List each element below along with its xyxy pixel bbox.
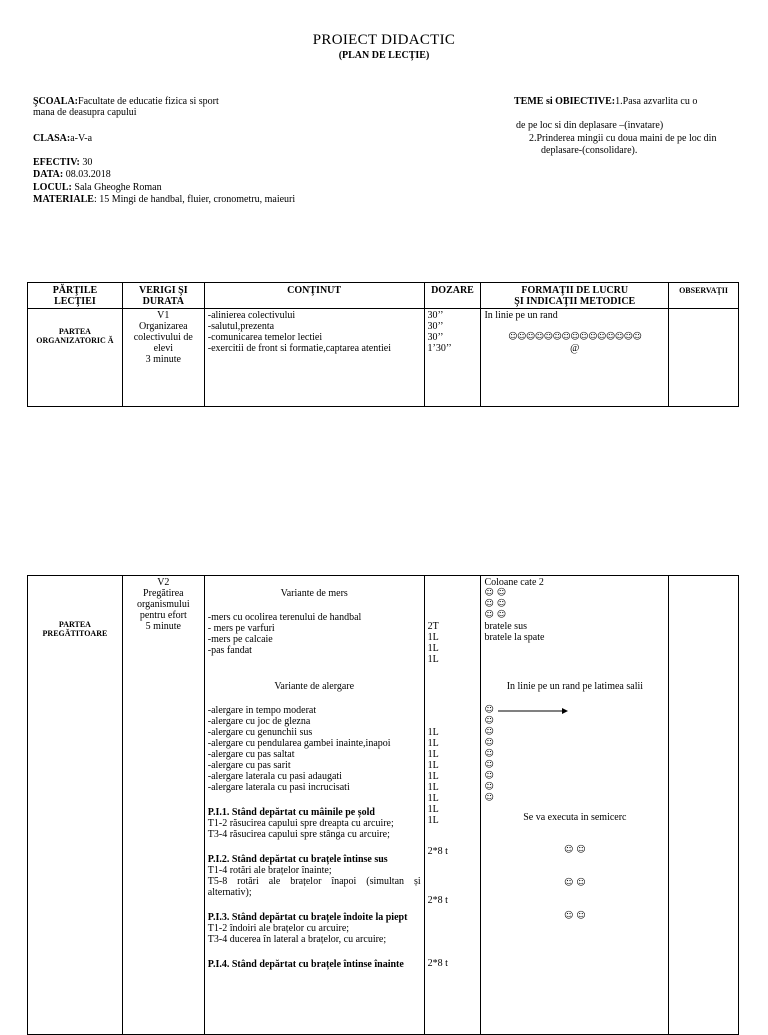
formation-cell: [481, 309, 669, 407]
arrow-right-icon: [498, 707, 570, 715]
formation-title: In linie pe un rand: [484, 310, 558, 321]
header-continut: CONŢINUT: [204, 283, 424, 309]
header-formatii: FORMAŢII DE LUCRU ŞI INDICAŢII METODICE: [481, 283, 669, 309]
objectives-label: TEME si OBIECTIVE:: [514, 96, 616, 107]
formation3-title: Se va executa in semicerc: [523, 812, 627, 823]
exercise-pi3: P.I.3. Stând depărtat cu brațele îndoite la piept T1-2 îndoiri ale brațelor cu arcuire; T3-4 ducerea în lateral a brațelor, cu arcuire;: [207, 912, 408, 945]
objectives-text-3: 2.Prinderea mingii cu doua maini de pe loc din: [529, 133, 717, 144]
date-value: 08.03.2018: [63, 169, 111, 180]
part-pregatitoare: PARTEA PREGĂTITOARE: [28, 576, 123, 1035]
page-title: PROIECT DIDACTIC: [312, 32, 456, 48]
class-value: a-V-a: [70, 133, 93, 144]
verigi-cell: V1 Organizarea colectivului de elevi 3 minute: [122, 309, 204, 407]
date-label: DATA:: [33, 169, 64, 180]
table-header-row: [28, 283, 739, 309]
class-line: [33, 133, 92, 144]
formation2-title: In linie pe un rand pe latimea salii: [506, 681, 644, 692]
table-row: [28, 309, 739, 407]
content-cell: [204, 576, 424, 1035]
lesson-table-organizatorica: [27, 282, 739, 407]
content-cell: -alinierea colectivului -salutul,prezenta -comunicarea temelor lectiei -exercitii de front si formatie,captarea atentiei: [204, 309, 424, 407]
observations-cell: [669, 309, 739, 407]
line-formation: ☺ ☺ ☺ ☺ ☺ ☺ ☺ ☺ ☺: [484, 705, 665, 804]
header-verigi: VERIGI ŞI DURATA: [122, 283, 204, 309]
efectiv-label: EFECTIV:: [33, 157, 80, 168]
dosage-cell: 30’’ 30’’ 30’’ 1’30’’: [424, 309, 481, 407]
part-organizatorica: PARTEA ORGANIZATORIC Ă: [28, 309, 123, 407]
school-extra: mana de deasupra capului: [33, 107, 137, 118]
class-label: CLASA:: [33, 133, 71, 144]
school-label: ŞCOALA:: [33, 96, 79, 107]
exercise-pi1: P.I.1. Stând depărtat cu mâinile pe șold T1-2 răsucirea capului spre dreapta cu arcuire; T3-4 răsucirea capului spre stânga cu arcuire;: [207, 807, 394, 840]
exercise-pi2: P.I.2. Stând depărtat cu brațele întinse sus T1-4 rotări ale brațelor înainte; T5-8 rotări ale brațelor înapoi (simultan și alternativ);: [207, 854, 421, 898]
materials-value: : 15 Mingi de handbal, fluier, cronometru, maieuri: [93, 194, 296, 205]
efectiv-line: [33, 157, 92, 168]
location-value: Sala Gheoghe Roman: [71, 182, 162, 193]
school-line: [33, 96, 219, 107]
date-line: [33, 169, 111, 180]
formation1-title: Coloane cate 2: [484, 577, 544, 588]
school-value: Facultate de educatie fizica si sport: [78, 96, 219, 107]
objectives-text-4: deplasare-(consolidare).: [541, 145, 638, 156]
verigi-cell: V2 Pregătirea organismului pentru efort 5 minute: [122, 576, 204, 1035]
columns-of-two-icon: ☺ ☺ ☺ ☺ ☺ ☺: [484, 588, 507, 620]
exercise-pi4: P.I.4. Stând depărtat cu brațele întinse înainte: [207, 959, 404, 970]
students-row-icon: ☺☺☺☺☺☺☺☺☺☺☺☺☺☺☺: [508, 332, 642, 342]
objectives-line-1: [514, 96, 697, 107]
materials-label: MATERIALE: [33, 194, 94, 205]
header-partile: PĂRŢILE LECŢIEI: [28, 283, 123, 309]
dosage-cell: 2T 1L 1L 1L 1L 1L 1L 1L 1L 1L 1L 1L 1L 2*8 t 2*8 t 2*8 t: [424, 576, 481, 1035]
page-subtitle: (PLAN DE LECȚIE): [338, 50, 430, 61]
mers-list: -mers cu ocolirea terenului de handbal - mers pe varfuri -mers pe calcaie -pas fandat: [207, 612, 362, 656]
location-label: LOCUL:: [33, 182, 72, 193]
observations-cell: [669, 576, 739, 1035]
formation-cell: Coloane cate 2 ☺ ☺ ☺ ☺ ☺ ☺ bratele sus bratele la spate In linie pe un rand pe latimea salii ☺ ☺ ☺ ☺ ☺ ☺ ☺ ☺ ☺ Se va executa in semicerc ☺ ☺ ☺ ☺ ☺ ☺: [481, 576, 669, 1035]
efectiv-value: 30: [79, 157, 93, 168]
mers-title: Variante de mers: [280, 588, 348, 599]
alergare-title: Variante de alergare: [274, 681, 355, 692]
teacher-icon: @: [570, 343, 580, 354]
header-observatii: OBSERVAŢII: [669, 283, 739, 309]
objectives-text-1: 1.Pasa azvarlita cu o: [615, 96, 698, 107]
semicircle-formation-icon: ☺ ☺ ☺ ☺ ☺ ☺: [564, 845, 586, 921]
materials-line: [33, 194, 295, 205]
alergare-list: -alergare in tempo moderat -alergare cu joc de glezna -alergare cu genunchii sus -alergare cu pendularea gambei inainte,inapoi -alergare cu pas saltat -alergare cu pas sarit -alergare laterala cu pasi adaugati -alergare laterala cu pasi incrucisati: [207, 705, 391, 793]
header-dozare: DOZARE: [424, 283, 481, 309]
table-row: [28, 576, 739, 1035]
lesson-table-pregatitoare: [27, 575, 739, 1035]
location-line: [33, 182, 162, 193]
objectives-text-2: de pe loc si din deplasare –(invatare): [516, 120, 664, 131]
